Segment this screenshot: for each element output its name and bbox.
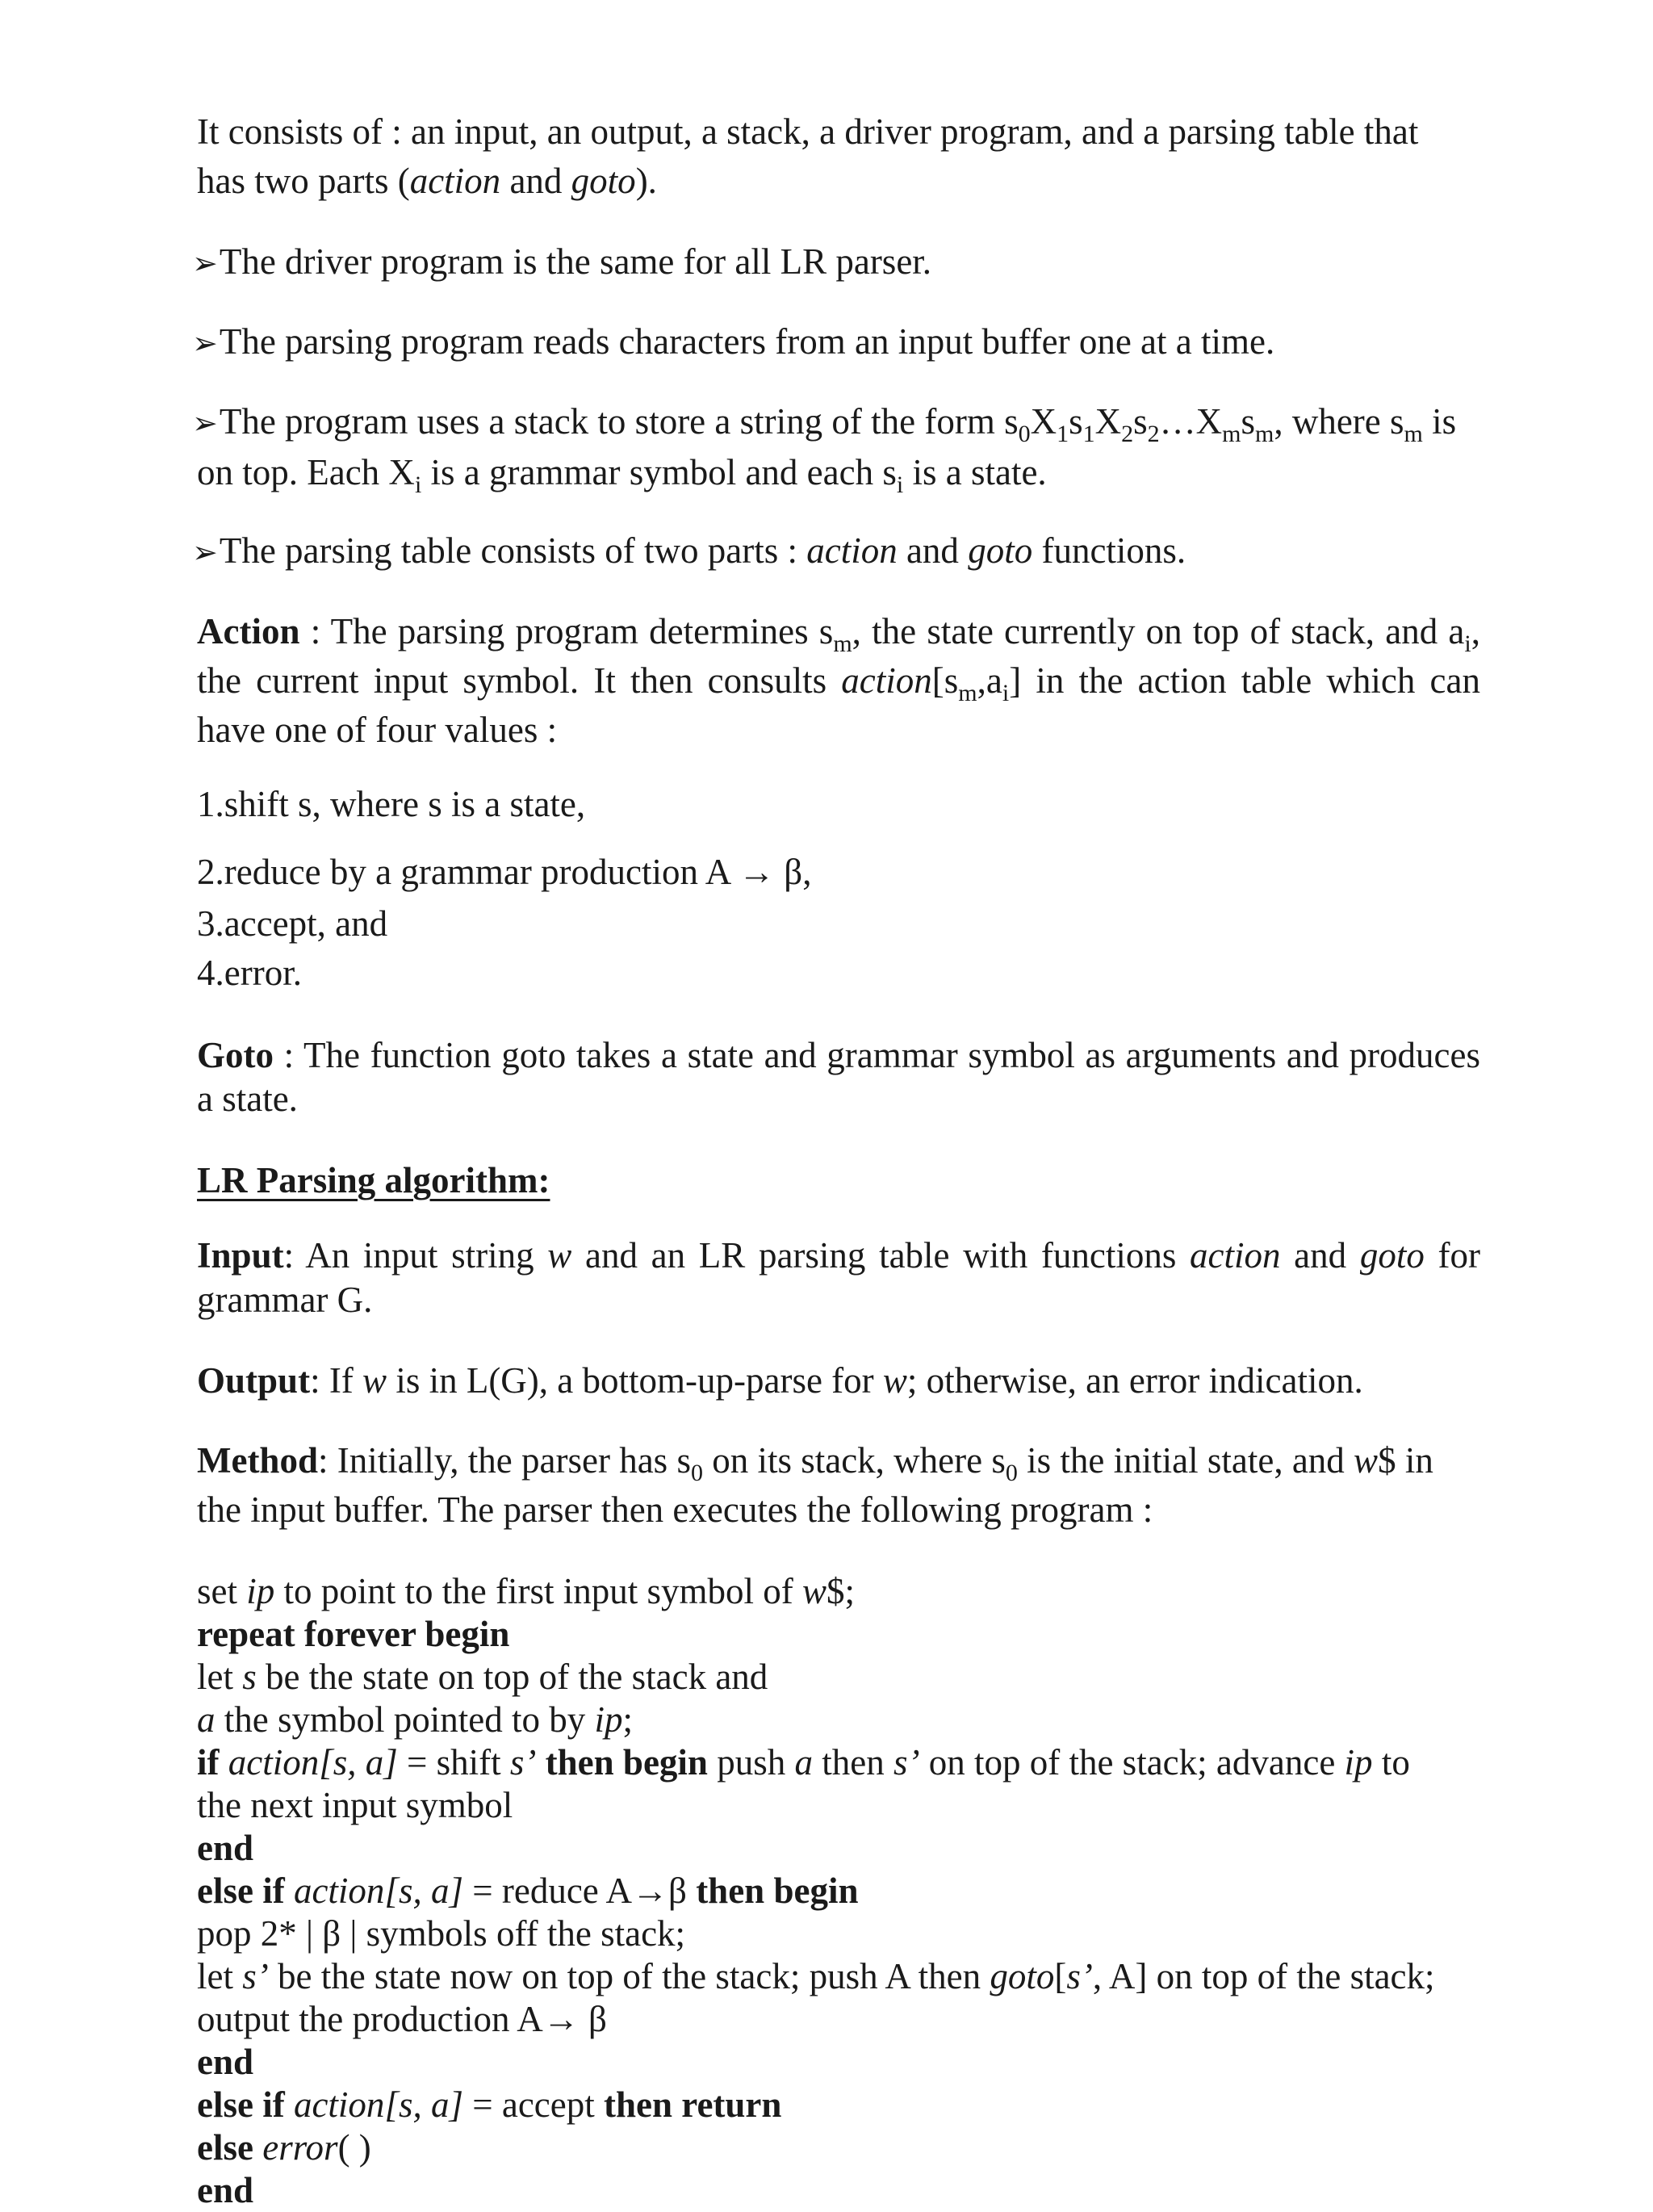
bullet-3-line-1 <box>192 397 1480 448</box>
bullet-text: functions. <box>1032 530 1186 571</box>
bullet-item-3 <box>192 397 1480 498</box>
w-symbol: w <box>362 1360 387 1401</box>
paragraph-text: ] in the action table which can have one of four values : <box>197 660 1480 750</box>
paragraph-text: $ in the input buffer. The parser then executes the following program : <box>197 1440 1433 1530</box>
parsing-program <box>197 1570 1480 2212</box>
code-args: [s, a] <box>384 2084 463 2125</box>
method-label: Method <box>197 1440 318 1481</box>
paragraph-text: ,a <box>977 660 1002 701</box>
goto-term: goto <box>1359 1235 1425 1276</box>
subscript: i <box>896 471 904 498</box>
input-label: Input <box>197 1235 284 1276</box>
bullet-text: s <box>1241 401 1255 442</box>
bullet-text: The parsing table consists of two parts : <box>219 530 807 571</box>
code-text: = accept <box>462 2084 605 2125</box>
bullet-text: s <box>1069 401 1083 442</box>
subscript: m <box>958 680 977 706</box>
bullet-text: X <box>1030 401 1057 442</box>
code-text: set <box>197 1571 247 1611</box>
code-args: [s, a] <box>319 1742 398 1783</box>
code-text: be the state now on top of the stack; push A then <box>268 1956 990 1996</box>
arrowhead-bullet-icon: ➢ <box>192 405 218 441</box>
subscript: 0 <box>690 1460 703 1486</box>
bullet-text: on top. Each X <box>197 452 415 492</box>
code-line-10 <box>197 1955 1480 1998</box>
paragraph-text: and an LR parsing table with functions <box>571 1235 1191 1276</box>
code-s: s’ <box>509 1742 537 1783</box>
intro-text: and <box>500 161 571 201</box>
goto-label: Goto <box>197 1035 274 1075</box>
subscript: m <box>1254 421 1274 447</box>
code-text: let <box>197 1956 243 1996</box>
code-keyword: end <box>197 2042 254 2082</box>
code-keyword: if <box>197 1742 228 1783</box>
code-line-9: pop 2* | β | symbols off the stack; <box>197 1913 686 1954</box>
code-line-2 <box>197 1613 1480 1656</box>
intro-line-2 <box>197 157 1480 206</box>
code-ip: ip <box>246 1571 275 1611</box>
list-item-shift: 1.shift s, where s is a state, <box>197 784 586 824</box>
code-line-12 <box>197 2041 1480 2084</box>
intro-action-term: action <box>409 161 501 201</box>
intro-paragraph <box>197 107 1480 206</box>
code-keyword: else if <box>197 1871 294 1911</box>
code-keyword: then begin <box>696 1871 859 1911</box>
section-heading-text: LR Parsing algorithm: <box>197 1160 550 1200</box>
code-args: [s, a] <box>384 1871 463 1911</box>
paragraph-text: for grammar G. <box>197 1235 1480 1320</box>
paragraph-text: : If <box>310 1360 363 1401</box>
subscript: 1 <box>1082 421 1095 447</box>
bullet-text: is a state. <box>903 452 1047 492</box>
code-line-5 <box>197 1741 1480 1784</box>
bullet-item-2 <box>192 317 1480 368</box>
bullet-text: X <box>1094 401 1122 442</box>
code-keyword: repeat forever begin <box>197 1614 510 1654</box>
code-text: the symbol pointed to by <box>215 1699 595 1740</box>
code-line-6: the next input symbol <box>197 1785 513 1825</box>
subscript: m <box>833 631 852 657</box>
code-line-8 <box>197 1870 1480 1912</box>
action-paragraph <box>197 607 1480 755</box>
goto-paragraph <box>197 1033 1480 1121</box>
code-line-13 <box>197 2084 1480 2126</box>
code-ip: ip <box>1344 1742 1373 1783</box>
code-text: to point to the first input symbol of <box>274 1571 802 1611</box>
bullet-action-term: action <box>806 530 898 571</box>
code-keyword: then return <box>604 2084 782 2125</box>
code-line-3 <box>197 1656 1480 1699</box>
bullet-text: is <box>1422 401 1457 442</box>
intro-text: has two parts ( <box>197 161 410 201</box>
code-a: a <box>794 1742 813 1783</box>
paragraph-text: : Initially, the parser has s <box>318 1440 691 1481</box>
method-paragraph <box>197 1436 1480 1535</box>
code-text: be the state on top of the stack and <box>256 1657 768 1697</box>
paragraph-text: : The parsing program determines s <box>299 611 834 651</box>
code-goto: goto <box>990 1956 1055 1996</box>
bullet-goto-term: goto <box>968 530 1033 571</box>
subscript: 0 <box>1018 421 1031 447</box>
list-item-reduce: 2.reduce by a grammar production A → β, <box>197 852 812 892</box>
bullet-item-4 <box>192 526 1480 577</box>
list-item-error: 4.error. <box>197 953 302 993</box>
paragraph-text: and <box>1280 1235 1360 1276</box>
intro-goto-term: goto <box>571 161 636 201</box>
bullet-text: and <box>897 530 969 571</box>
subscript: 2 <box>1121 421 1134 447</box>
code-keyword: end <box>197 1828 254 1868</box>
code-line-11: output the production A→ β <box>197 1999 607 2039</box>
paragraph-text: is in L(G), a bottom-up-parse for <box>387 1360 883 1401</box>
code-keyword: then begin <box>536 1742 708 1783</box>
code-line-4 <box>197 1699 1480 1741</box>
code-text: , A] on top of the stack; <box>1092 1956 1435 1996</box>
paragraph-text: , the current input symbol. It then consults <box>197 611 1480 701</box>
section-heading <box>197 1156 1480 1205</box>
bullet-text: is a grammar symbol and each s <box>421 452 897 492</box>
paragraph-text: on its stack, where s <box>702 1440 1006 1481</box>
action-term: action <box>1190 1235 1281 1276</box>
code-text: ( ) <box>337 2127 371 2168</box>
code-text: on top of the stack; advance <box>919 1742 1345 1783</box>
code-s: s’ <box>242 1956 269 1996</box>
bullet-text: The parsing program reads characters from an input buffer one at a time. <box>219 321 1275 362</box>
arrowhead-bullet-icon: ➢ <box>192 534 218 570</box>
action-label: Action <box>197 611 300 651</box>
subscript: 1 <box>1057 421 1069 447</box>
w-symbol: w <box>547 1235 572 1276</box>
paragraph-text: ; otherwise, an error indication. <box>906 1360 1363 1401</box>
output-label: Output <box>197 1360 311 1401</box>
code-text: push <box>707 1742 795 1783</box>
code-action: action <box>293 2084 385 2125</box>
arrowhead-bullet-icon: ➢ <box>192 245 218 281</box>
code-a: a <box>197 1699 216 1740</box>
input-paragraph <box>197 1234 1480 1322</box>
code-ip: ip <box>594 1699 623 1740</box>
intro-line-1: It consists of : an input, an output, a stack, a driver program, and a parsing table that <box>197 111 1419 152</box>
code-s: s <box>242 1657 257 1697</box>
w-symbol: w <box>1354 1440 1379 1481</box>
action-term: action <box>841 660 932 701</box>
code-text: $; <box>826 1571 856 1611</box>
code-text: let <box>197 1657 243 1697</box>
code-text: = shift <box>397 1742 510 1783</box>
intro-text: ). <box>635 161 657 201</box>
bullet-text: The program uses a stack to store a string of the form s <box>219 401 1019 442</box>
subscript: m <box>1404 421 1423 447</box>
bullet-text: The driver program is the same for all LR parser. <box>219 241 932 282</box>
output-paragraph <box>197 1356 1480 1406</box>
code-keyword: else <box>197 2127 263 2168</box>
subscript: m <box>1222 421 1241 447</box>
code-line-15 <box>197 2169 1480 2212</box>
bullet-text: …X <box>1159 401 1223 442</box>
subscript: 2 <box>1147 421 1160 447</box>
code-keyword: else if <box>197 2084 294 2125</box>
code-error: error <box>262 2127 338 2168</box>
code-line-1 <box>197 1570 1480 1613</box>
list-item-accept: 3.accept, and <box>197 903 388 944</box>
subscript: i <box>1002 680 1010 706</box>
bullet-3-line-2 <box>197 448 1480 497</box>
subscript: 0 <box>1005 1460 1018 1486</box>
code-text: then <box>812 1742 893 1783</box>
code-action: action <box>293 1871 385 1911</box>
code-s: s’ <box>893 1742 920 1783</box>
arrowhead-bullet-icon: ➢ <box>192 325 218 361</box>
paragraph-text: : An input string <box>283 1235 548 1276</box>
paragraph-text: is the initial state, and <box>1017 1440 1354 1481</box>
paragraph-text: , the state currently on top of stack, and a <box>852 611 1465 651</box>
bullet-item-1 <box>192 237 1480 288</box>
w-symbol: w <box>882 1360 907 1401</box>
code-action: action <box>228 1742 320 1783</box>
subscript: i <box>1464 631 1471 657</box>
code-line-14 <box>197 2126 1480 2169</box>
paragraph-text: [s <box>931 660 959 701</box>
bullet-text: , where s <box>1274 401 1404 442</box>
paragraph-text: : The function goto takes a state and grammar symbol as arguments and produces a state. <box>197 1035 1480 1119</box>
bullet-text: s <box>1133 401 1148 442</box>
code-text: [ <box>1054 1956 1067 1996</box>
code-text: ; <box>622 1699 634 1740</box>
code-line-7 <box>197 1827 1480 1870</box>
code-text: to <box>1372 1742 1410 1783</box>
code-keyword: end <box>197 2170 254 2210</box>
code-s: s’ <box>1066 1956 1093 1996</box>
code-text: = reduce A→β <box>462 1871 697 1911</box>
subscript: i <box>414 471 422 498</box>
code-w: w <box>802 1571 827 1611</box>
